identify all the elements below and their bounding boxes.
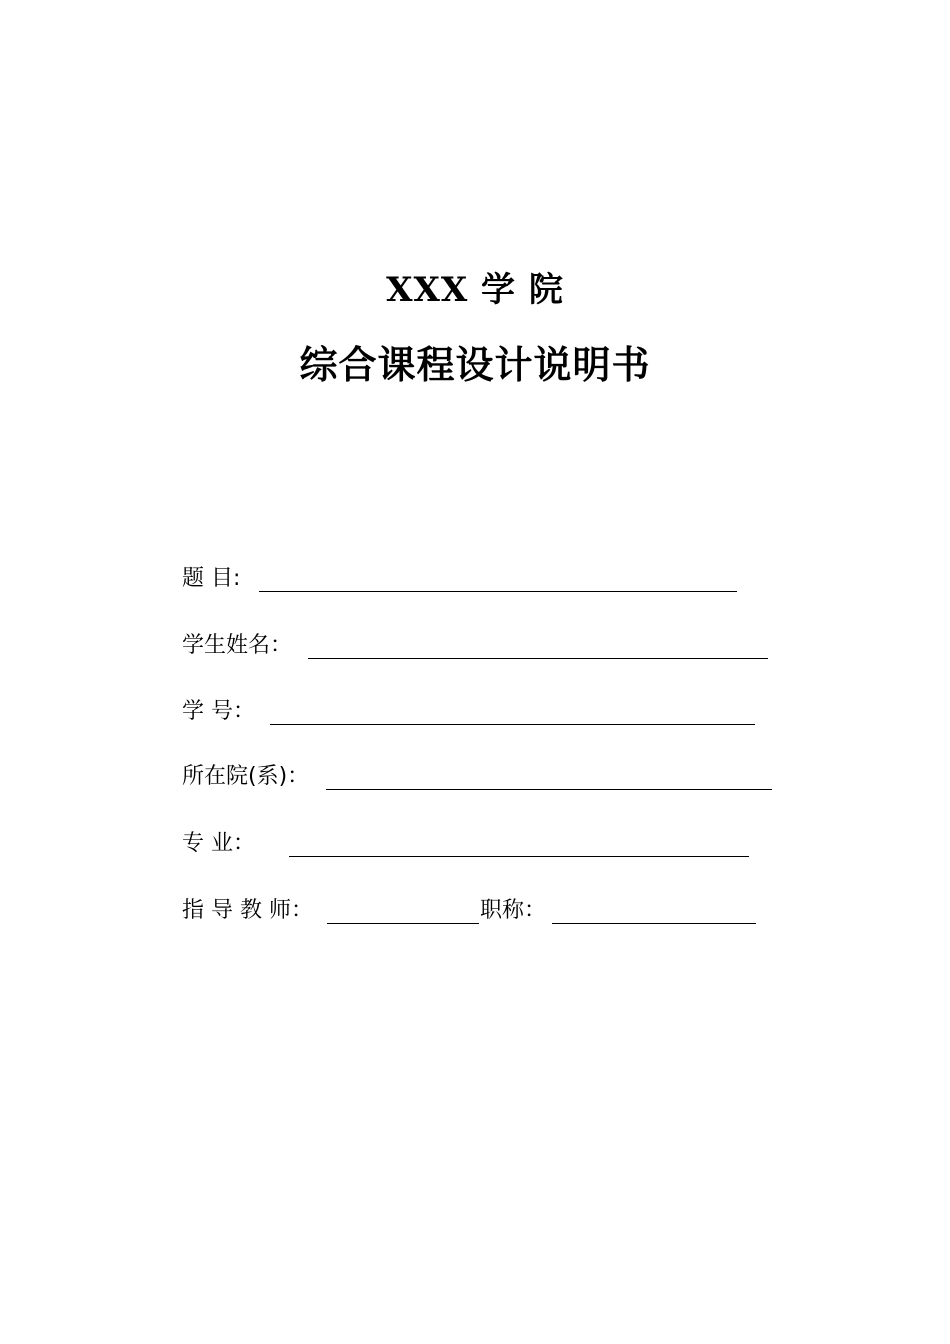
document-title: 综合课程设计说明书 bbox=[299, 343, 651, 387]
department-blank[interactable] bbox=[326, 789, 772, 790]
major-field bbox=[182, 829, 762, 859]
title-rank-label: 职称： bbox=[480, 898, 547, 923]
student-id-blank[interactable] bbox=[270, 724, 755, 725]
topic-label: 题 目: bbox=[182, 566, 241, 591]
major-blank[interactable] bbox=[289, 856, 749, 857]
topic-blank[interactable] bbox=[259, 591, 737, 592]
topic-field bbox=[182, 564, 742, 594]
student-name-blank[interactable] bbox=[308, 658, 768, 659]
advisor-field bbox=[182, 896, 772, 926]
advisor-label: 指 导 教 师： bbox=[182, 898, 313, 923]
major-label: 专 业： bbox=[182, 831, 255, 856]
title-rank-blank[interactable] bbox=[552, 923, 756, 924]
department-label: 所在院(系)： bbox=[182, 764, 310, 789]
student-name-label: 学生姓名： bbox=[182, 633, 293, 658]
student-name-field bbox=[182, 631, 782, 661]
advisor-blank[interactable] bbox=[327, 923, 479, 924]
department-field bbox=[182, 762, 782, 792]
student-id-label: 学 号： bbox=[182, 699, 255, 724]
student-id-field bbox=[182, 697, 772, 727]
school-name: XXX 学 院 bbox=[386, 270, 564, 310]
